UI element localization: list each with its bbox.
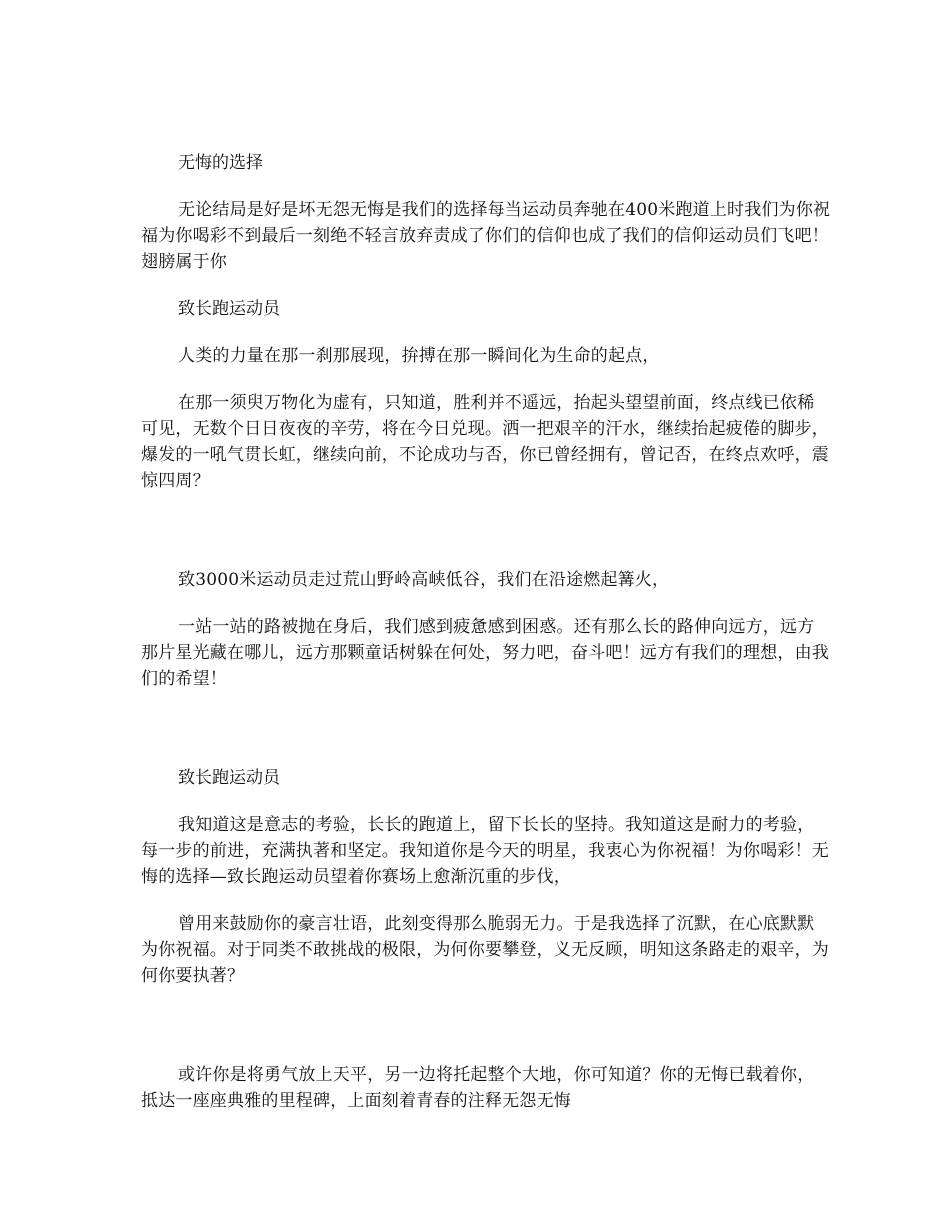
spacer (141, 890, 831, 911)
spacer (141, 176, 831, 197)
spacer (141, 692, 831, 765)
spacer (141, 989, 831, 1062)
spacer (141, 275, 831, 296)
paragraph-courage: 或许你是将勇气放上天平，另一边将托起整个大地，你可知道？你的无悔已载着你，抵达一座座典雅的里程碑，上面刻着青春的注释无怨无悔 (141, 1065, 815, 1111)
document-title: 无悔的选择 (178, 153, 263, 173)
section-heading-long-distance: 致长跑运动员 (178, 299, 280, 319)
spacer (141, 791, 831, 812)
paragraph-3000m: 致3000米运动员走过荒山野岭高峡低谷，我们在沿途燃起篝火， (178, 570, 670, 590)
paragraph-human-strength: 人类的力量在那一刹那展现，拚搏在那一瞬间化为生命的起点， (178, 346, 660, 366)
spacer (141, 494, 831, 567)
paragraph-road-ahead: 一站一站的路被抛在身后，我们感到疲惫感到困惑。还有那么长的路伸向远方，远方那片星光藏在哪儿，远方那颗童话树躲在何处，努力吧，奋斗吧！远方有我们的理想，由我们的希望！ (141, 617, 829, 689)
spacer (141, 322, 831, 343)
paragraph-silence: 曾用来鼓励你的豪言壮语，此刻变得那么脆弱无力。于是我选择了沉默，在心底默默为你祝福。对于同类不敢挑战的极限，为何你要攀登，义无反顾，明知这条路走的艰辛，为何你要执著？ (141, 914, 829, 986)
paragraph-intro: 无论结局是好是坏无怨无悔是我们的选择每当运动员奔驰在400米跑道上时我们为你祝福为你喝彩不到最后一刻绝不轻言放弃责成了你们的信仰也成了我们的信仰运动员们飞吧！翅膀属于你 (141, 200, 831, 272)
paragraph-will-test: 我知道这是意志的考验，长长的跑道上，留下长长的坚持。我知道这是耐力的考验，每一步的前进，充满执著和坚定。我知道你是今天的明星，我衷心为你祝福！为你喝彩！无悔的选择—致长跑运动员望着你赛场上愈渐沉重的步伐， (141, 815, 829, 887)
paragraph-finish-line: 在那一须臾万物化为虚有，只知道，胜利并不遥远，抬起头望望前面，终点线已依稀可见，无数个日日夜夜的辛劳，将在今日兑现。洒一把艰辛的汗水，继续抬起疲倦的脚步，爆发的一吼气贯长虹，继续向前，不论成功与否，你已曾经拥有，曾记否，在终点欢呼，震惊四周？ (141, 393, 829, 491)
document-body (141, 150, 831, 1114)
section-heading-long-distance-2: 致长跑运动员 (178, 768, 280, 788)
spacer (141, 593, 831, 614)
spacer (141, 369, 831, 390)
